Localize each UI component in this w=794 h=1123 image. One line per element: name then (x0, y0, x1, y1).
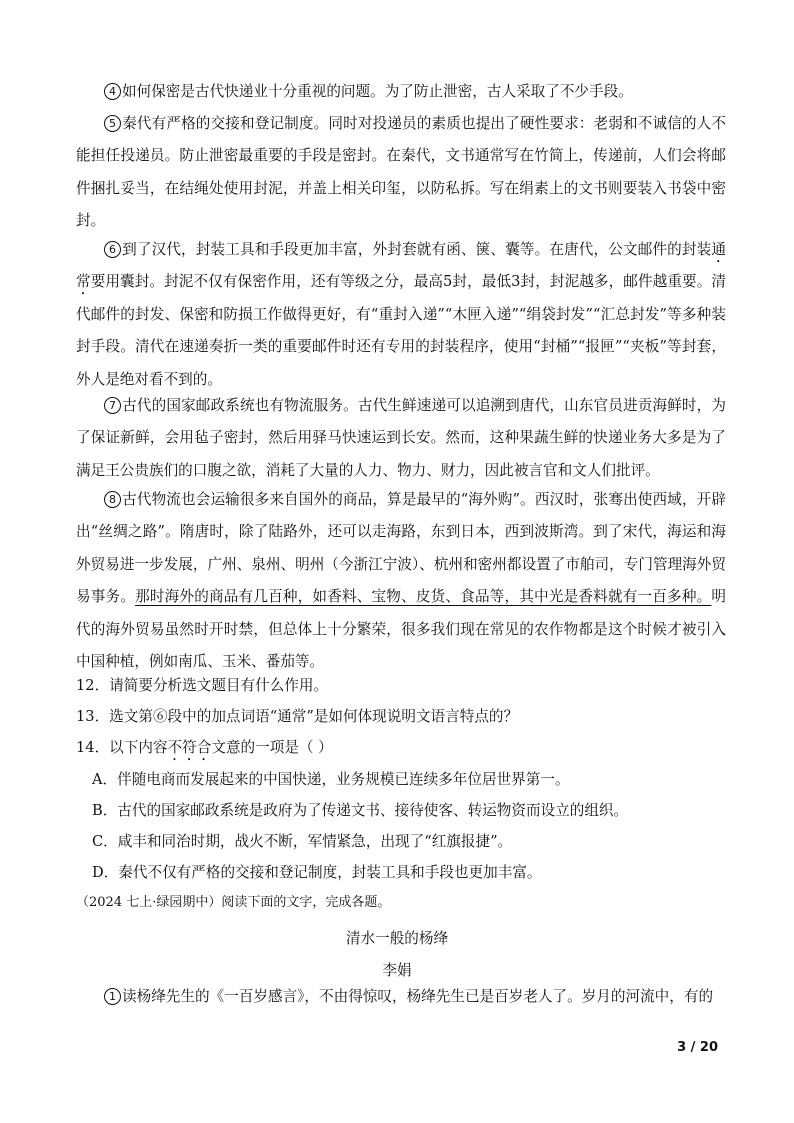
question-13: 13．选文第⑥段中的加点词语“通常”是如何体现说明文语言特点的？ (76, 708, 519, 725)
next-paragraph-1 (76, 981, 726, 1013)
page-number: 3 / 20 (677, 1040, 718, 1055)
option-c: C．咸丰和同治时期，战火不断，军情紧急，出现了“红旗报捷”。 (92, 833, 513, 850)
question-14-suffix: 文意的一项是（ ） (211, 739, 333, 756)
paragraph-text: 如何保密是古代快递业十分重视的问题。为了防止泄密，古人采取了不少手段。 (122, 83, 633, 100)
paragraph-text: 秦代有严格的交接和登记制度。同时对投递员的素质也提出了硬性要求：老弱和不诚信的人不能担任投递员。防止泄密最重要的手段是密封。在秦代，文书通常写在竹简上，传递前，人们会将邮件捆扎妥当，在结绳处使用封泥，并盖上相关印玺，以防私拆。写在绢素上的文书则要装入书袋中密封。 (76, 115, 726, 230)
paragraph-text-cont: 要用囊封。封泥不仅有保密作用，还有等级之分，最高5封，最低3封，封泥越多，邮件越重要。清代邮件的封发、保密和防损工作做得更好，有“重封入递”“木匣入递”“绢袋封发”“汇总封发”等多种装封手段。清代在速递奏折一类的重要邮件时还有专用的封装程序，使用“封桶”“报匣”“夹板”等封套，外人是绝对看不到的。 (76, 273, 726, 388)
paragraph-number: 4 (104, 83, 121, 100)
source-line: （2024 七上·绿园期中）阅读下面的文字，完成各题。 (76, 895, 391, 910)
paragraph-text: 古代的国家邮政系统也有物流服务。古代生鲜速递可以追溯到唐代，山东官员进贡海鲜时，为了保证新鲜，会用毡子密封，然后用驿马快速运到长安。然而，这种果蔬生鲜的快递业务大多是为了满足王公贵族们的口腹之欲，消耗了大量的人力、物力、财力，因此被言官和文人们批评。 (76, 397, 726, 479)
paragraph-number: 6 (104, 241, 121, 258)
paragraph-number: 1 (104, 988, 121, 1005)
option-b: B．古代的国家邮政系统是政府为了传递文书、接待使客、转运物资而设立的组织。 (92, 802, 629, 819)
paragraph-text-cont: 明代的海外贸易虽然时开时禁，但总体上十分繁荣，很多我们现在常见的农作物都是这个时候才被引入中国种植，例如南瓜、玉米、番茄等。 (76, 588, 726, 671)
paragraph-6 (76, 234, 726, 396)
paragraph-8 (76, 484, 726, 678)
question-12: 12．请简要分析选文题目有什么作用。 (76, 677, 329, 694)
underlined-sentence: 那时海外的商品有几百种，如香料、宝物、皮货、食品等，其中光是香料就有一百多种。 (135, 588, 712, 606)
passage-author: 李娟 (382, 962, 412, 979)
question-14 (76, 738, 333, 764)
paragraph-5 (76, 108, 726, 238)
passage-title: 清水一般的杨绛 (345, 930, 449, 947)
option-a: A．伴随电商而发展起来的中国快递，业务规模已连续多年位居世界第一。 (92, 771, 570, 788)
paragraph-text: 到了汉代，封装工具和手段更加丰富，外封套就有函、箧、囊等。在唐代，公文邮件的封装 (122, 241, 712, 258)
paragraph-number: 5 (104, 115, 121, 132)
dotted-word-tongchang: 通常 (76, 241, 726, 291)
paragraph-4 (76, 76, 726, 108)
paragraph-number: 7 (104, 397, 121, 414)
paragraph-text: 古代物流也会运输很多来自国外的商品，算是最早的“海外购”。西汉时，张骞出使西域，开辟出“丝绸之路”。隋唐时，除了陆路外，还可以走海路，东到日本，西到波斯湾。到了宋代，海运和海外贸易进一步发展，广州、泉州、明州（今浙江宁波）、杭州和密州都设置了市舶司，专门管理海外贸易事务。 (76, 491, 726, 606)
question-14-prefix: 14．以下内容 (76, 739, 168, 756)
paragraph-text: 读杨绛先生的《一百岁感言》，不由得惊叹，杨绛先生已是百岁老人了。岁月的河流中，有的 (122, 988, 714, 1005)
paragraph-7 (76, 390, 726, 487)
option-d: D．秦代不仅有严格的交接和登记制度，封装工具和手段也更加丰富。 (92, 864, 542, 881)
paragraph-number: 8 (104, 491, 121, 508)
dotted-word-bufuhe: 不符合 (167, 739, 212, 756)
